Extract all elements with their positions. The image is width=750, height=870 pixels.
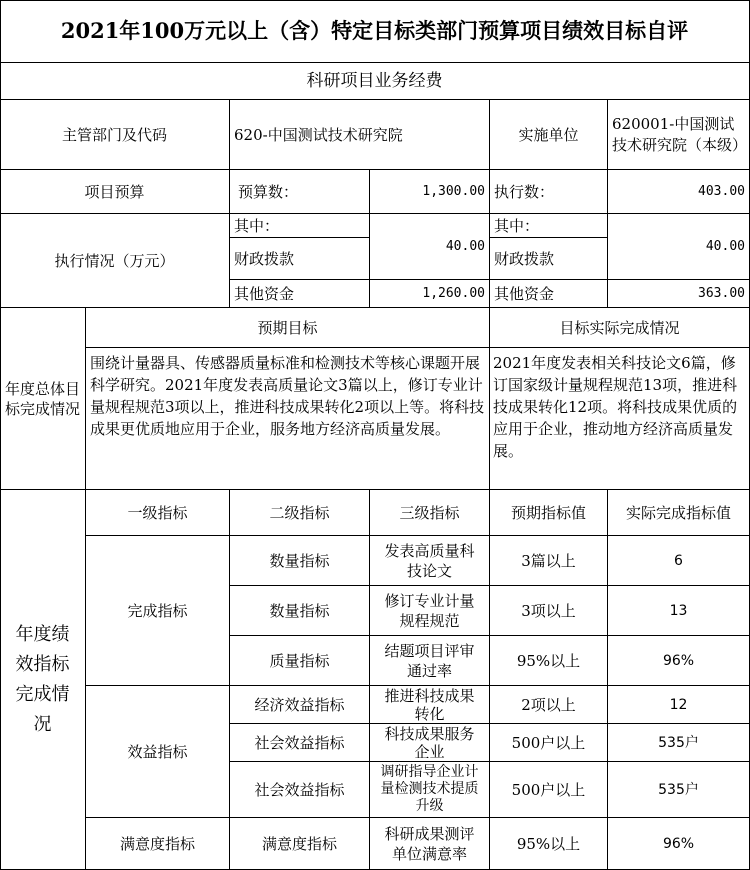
expected-goal-header bbox=[86, 308, 490, 348]
row5-actual bbox=[608, 724, 750, 762]
impl-unit-label-text: 实施单位 bbox=[518, 125, 579, 144]
of-which-right-text: 其中： bbox=[494, 216, 540, 235]
row2-expected bbox=[490, 586, 608, 636]
row1-expected bbox=[490, 536, 608, 586]
actual-goal-header bbox=[490, 308, 750, 348]
row7-level3-text: 科研成果测评单位满意率 bbox=[384, 824, 475, 863]
exec-status-label bbox=[0, 214, 230, 308]
row2-level2 bbox=[230, 586, 370, 636]
page-title bbox=[0, 0, 750, 63]
budget-label bbox=[0, 170, 230, 214]
row3-expected-text: 95%以上 bbox=[516, 651, 581, 670]
row4-level2 bbox=[230, 686, 370, 724]
row5-level3-text: 科技成果服务企业 bbox=[384, 724, 475, 761]
fiscal-label-right bbox=[490, 238, 608, 280]
row1-level2 bbox=[230, 536, 370, 586]
row5-level2 bbox=[230, 724, 370, 762]
exec-num-label bbox=[490, 170, 608, 214]
row6-level2-text: 社会效益指标 bbox=[254, 780, 345, 799]
row2-level2-text: 数量指标 bbox=[269, 601, 330, 620]
expected-goal-text bbox=[86, 348, 490, 490]
project-name bbox=[0, 63, 750, 100]
dept-code-value-text: 620-中国测试技术研究院 bbox=[234, 125, 403, 144]
level1-header bbox=[86, 490, 230, 536]
row2-level3-text: 修订专业计量规程规范 bbox=[384, 591, 475, 630]
expected-goal-header-text: 预期目标 bbox=[257, 318, 318, 337]
fiscal-left-text: 财政拨款 bbox=[234, 249, 295, 268]
page-title-text: 2021年100万元以上（含）特定目标类部门预算项目绩效目标自评 bbox=[60, 18, 689, 43]
dept-code-value bbox=[230, 100, 490, 170]
annual-goal-label bbox=[0, 308, 86, 490]
other-budget-value bbox=[370, 280, 490, 308]
row4-actual-text: 12 bbox=[669, 696, 688, 713]
of-which-label-right bbox=[490, 214, 608, 238]
row2-actual bbox=[608, 586, 750, 636]
row3-level2-text: 质量指标 bbox=[269, 651, 330, 670]
row3-level2 bbox=[230, 636, 370, 686]
annual-goal-label-text: 年度总体目标完成情况 bbox=[4, 379, 80, 418]
expected-value-header-text: 预期指标值 bbox=[510, 503, 586, 522]
budget-num-value-text: 1,300.00 bbox=[422, 183, 485, 199]
level1-header-text: 一级指标 bbox=[127, 503, 188, 522]
budget-label-text: 项目预算 bbox=[84, 182, 145, 201]
actual-goal-text bbox=[490, 348, 750, 490]
row2-level3 bbox=[370, 586, 490, 636]
exec-num-value bbox=[608, 170, 750, 214]
row5-level3 bbox=[370, 724, 490, 762]
impl-unit-value-text: 620001-中国测试技术研究院（本级） bbox=[612, 114, 748, 154]
exec-num-value-text: 403.00 bbox=[698, 183, 745, 199]
row6-level2 bbox=[230, 762, 370, 818]
level3-header-text: 三级指标 bbox=[399, 503, 460, 522]
fiscal-budget-text: 40.00 bbox=[445, 238, 485, 254]
row5-actual-text: 535户 bbox=[658, 734, 699, 751]
row4-level3 bbox=[370, 686, 490, 724]
actual-value-header bbox=[608, 490, 750, 536]
row4-expected-text: 2项以上 bbox=[521, 695, 576, 714]
row3-actual-text: 96% bbox=[662, 652, 695, 669]
other-exec-value bbox=[608, 280, 750, 308]
row4-level2-text: 经济效益指标 bbox=[254, 695, 345, 714]
level2-header bbox=[230, 490, 370, 536]
actual-goal-header-text: 目标实际完成情况 bbox=[559, 318, 680, 337]
row7-level2-text: 满意度指标 bbox=[261, 834, 337, 853]
row2-actual-text: 13 bbox=[669, 602, 688, 619]
actual-goal-content: 2021年度发表相关科技论文6篇，修订国家级计量规程规范13项，推进科技成果转化12项。将科技成果优质的应用于企业，推动地方经济高质量发展。 bbox=[493, 354, 738, 460]
row4-expected bbox=[490, 686, 608, 724]
budget-num-value bbox=[370, 170, 490, 214]
row1-actual-text: 6 bbox=[674, 552, 683, 569]
fiscal-right-text: 财政拨款 bbox=[494, 249, 555, 268]
dept-code-label bbox=[0, 100, 230, 170]
row1-level3-text: 发表高质量科技论文 bbox=[384, 541, 475, 580]
row7-level3 bbox=[370, 818, 490, 870]
impl-unit-label bbox=[490, 100, 608, 170]
group-benefit bbox=[86, 686, 230, 818]
budget-num-label bbox=[230, 170, 370, 214]
row6-expected bbox=[490, 762, 608, 818]
row1-expected-text: 3篇以上 bbox=[521, 551, 576, 570]
row2-expected-text: 3项以上 bbox=[521, 601, 576, 620]
fiscal-exec-text: 40.00 bbox=[705, 238, 745, 254]
row5-expected-text: 500户以上 bbox=[511, 733, 586, 752]
other-label-right bbox=[490, 280, 608, 308]
row5-level2-text: 社会效益指标 bbox=[254, 733, 345, 752]
row7-expected-text: 95%以上 bbox=[516, 834, 581, 853]
indicator-section-label bbox=[0, 490, 86, 870]
row6-actual-text: 535户 bbox=[658, 781, 699, 798]
row7-expected bbox=[490, 818, 608, 870]
row4-level3-text: 推进科技成果转化 bbox=[384, 686, 475, 723]
expected-value-header bbox=[490, 490, 608, 536]
row7-level2 bbox=[230, 818, 370, 870]
level3-header bbox=[370, 490, 490, 536]
budget-num-label-text: 预算数： bbox=[238, 182, 299, 201]
level2-header-text: 二级指标 bbox=[269, 503, 330, 522]
indicator-section-label-text: 年度绩效指标完成情况 bbox=[15, 623, 70, 735]
other-label-left bbox=[230, 280, 370, 308]
project-name-text: 科研项目业务经费 bbox=[306, 71, 443, 91]
fiscal-budget-value bbox=[370, 214, 490, 280]
group-satisfaction-text: 满意度指标 bbox=[119, 834, 195, 853]
row6-expected-text: 500户以上 bbox=[511, 780, 586, 799]
row5-expected bbox=[490, 724, 608, 762]
dept-code-label-text: 主管部门及代码 bbox=[61, 125, 167, 144]
row1-level3 bbox=[370, 536, 490, 586]
other-left-text: 其他资金 bbox=[234, 284, 295, 303]
row6-level3 bbox=[370, 762, 490, 818]
row6-actual bbox=[608, 762, 750, 818]
actual-value-header-text: 实际完成指标值 bbox=[625, 503, 731, 522]
of-which-label-left bbox=[230, 214, 370, 238]
other-right-text: 其他资金 bbox=[494, 284, 555, 303]
fiscal-label-left bbox=[230, 238, 370, 280]
row7-actual bbox=[608, 818, 750, 870]
row3-level3-text: 结题项目评审通过率 bbox=[384, 641, 475, 680]
row6-level3-text: 调研指导企业计量检测技术提质升级 bbox=[380, 764, 479, 814]
group-completion-text: 完成指标 bbox=[127, 601, 188, 620]
exec-status-label-text: 执行情况（万元） bbox=[54, 251, 175, 270]
group-satisfaction bbox=[86, 818, 230, 870]
row7-actual-text: 96% bbox=[662, 835, 695, 852]
exec-num-label-text: 执行数： bbox=[494, 182, 555, 201]
row1-level2-text: 数量指标 bbox=[269, 551, 330, 570]
impl-unit-value bbox=[608, 100, 750, 170]
row3-actual bbox=[608, 636, 750, 686]
other-budget-text: 1,260.00 bbox=[422, 285, 485, 301]
other-exec-text: 363.00 bbox=[698, 285, 745, 301]
row3-level3 bbox=[370, 636, 490, 686]
row1-actual bbox=[608, 536, 750, 586]
group-benefit-text: 效益指标 bbox=[127, 742, 188, 761]
group-completion bbox=[86, 536, 230, 686]
of-which-left-text: 其中： bbox=[234, 216, 280, 235]
expected-goal-content: 围绕计量器具、传感器质量标准和检测技术等核心课题开展科学研究。2021年度发表高质量论文3篇以上，修订专业计量规程规范3项以上，推进科技成果转化2项以上等。将科技成果更优质地应用于企业，服务地方经济高质量发展。 bbox=[90, 354, 485, 438]
row3-expected bbox=[490, 636, 608, 686]
row4-actual bbox=[608, 686, 750, 724]
fiscal-exec-value bbox=[608, 214, 750, 280]
